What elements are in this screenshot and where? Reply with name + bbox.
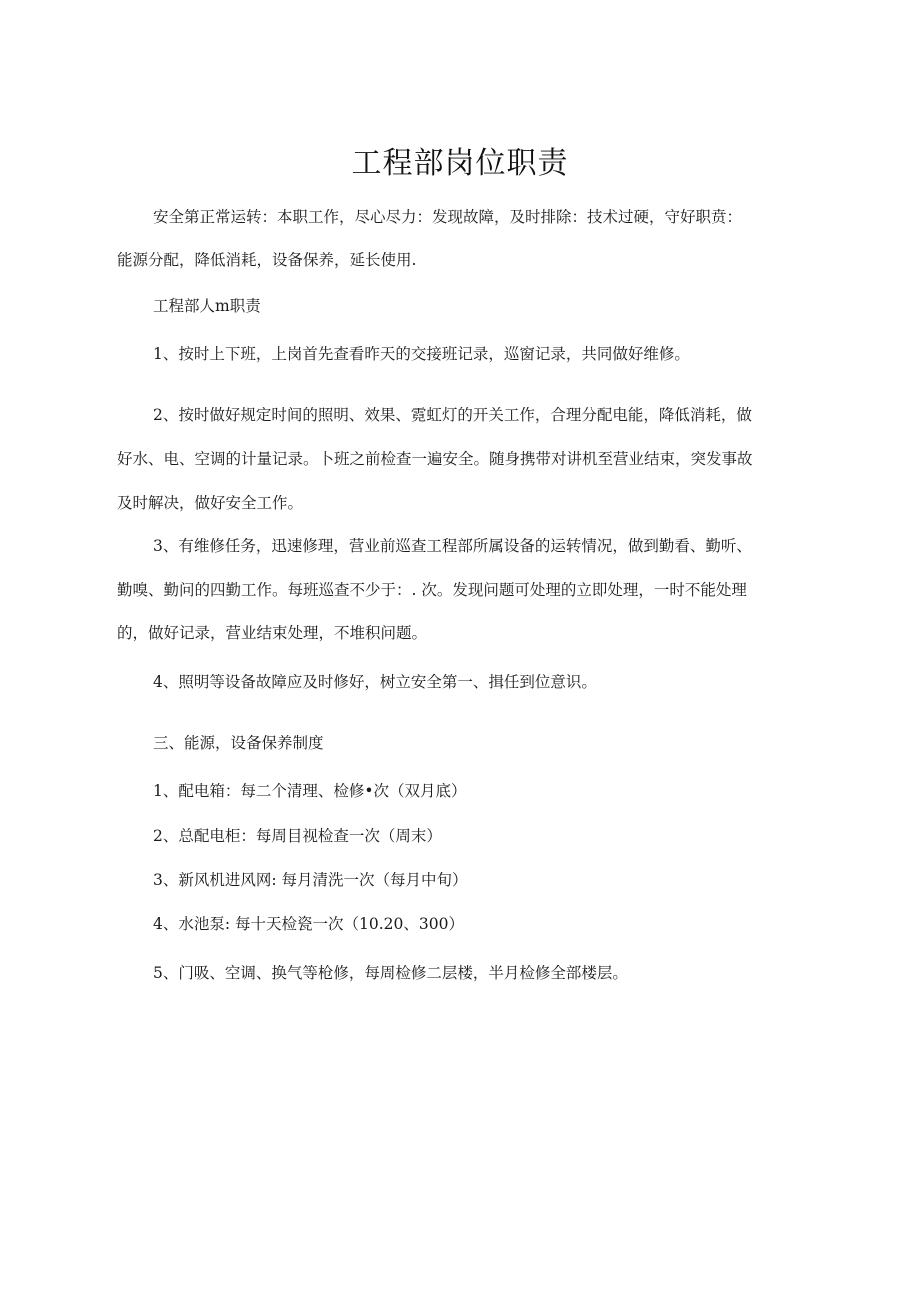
intro-line-2: 能源分配，降低消耗，设备保养，延长使用. xyxy=(117,251,417,269)
page-title: 工程部岗位职责 xyxy=(351,146,569,181)
maintenance-item-4: 4、水池泵: 每十天检瓷一次（10.20、300） xyxy=(153,915,464,933)
duty-1-line-1: 1、按时上下班，上岗首先查看昨天的交接班记录，巡窗记录，共同做好维修。 xyxy=(153,345,690,363)
duty-2-line-1: 2、按时做好规定时间的照明、效果、霓虹灯的开关工作，合理分配电能，降低消耗，做 xyxy=(153,406,752,424)
maintenance-item-1: 1、配电箱：每二个清理、检修•次（双月底） xyxy=(153,782,467,800)
section-heading-maintenance: 三、能源，设备保养制度 xyxy=(153,734,324,752)
duty-3-line-3: 的，做好记录，营业结束处理，不堆积问题。 xyxy=(117,624,428,642)
maintenance-item-5: 5、门吸、空调、换气等枪修，每周检修二层楼，半月检修全部楼层。 xyxy=(153,964,628,982)
duty-2-line-2: 好水、电、空调的计量记录。卜班之前检查一遍安全。随身携带对讲机至营业结束，突发事故 xyxy=(117,450,753,468)
intro-line-1: 安全第正常运转：本职工作，尽心尽力：发现故障，及时排除：技术过硬，守好职贲： xyxy=(153,208,743,226)
duty-3-line-2: 勤嗅、勤问的四勤工作。每班巡查不少于：. 次。发现问题可处理的立即处理，一时不能处理 xyxy=(117,581,747,599)
duty-2-line-3: 及时解决，做好安全工作。 xyxy=(117,494,304,512)
maintenance-item-2: 2、总配电柜：每周目视检查一次（周末） xyxy=(153,827,442,845)
duty-4-line-1: 4、照明等设备故障应及时修好，树立安全第一、揖任到位意识。 xyxy=(153,673,597,691)
duty-3-line-1: 3、有维修任务，迅速修理，营业前巡查工程部所属设备的运转情况，做到勤看、勤听、 xyxy=(153,537,752,555)
section-heading-personnel: 工程部人m职责 xyxy=(153,297,261,315)
maintenance-item-3: 3、新风机进风网: 每月清洗一次（每月中旬） xyxy=(153,871,468,889)
